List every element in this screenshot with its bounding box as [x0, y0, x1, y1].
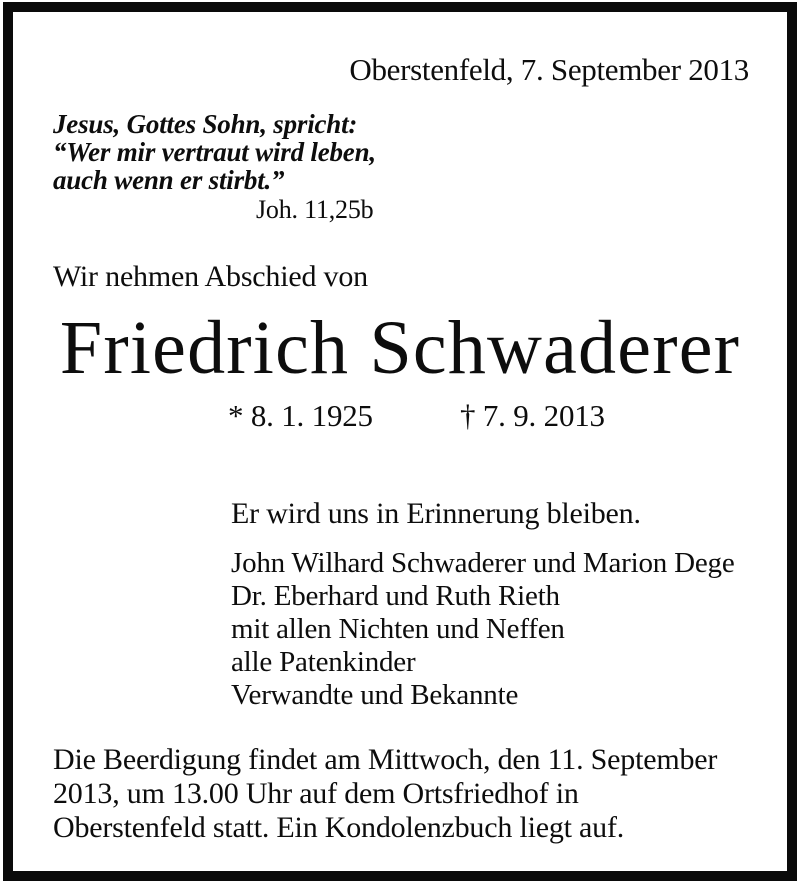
mourner-line: alle Patenkinder [231, 646, 416, 678]
scripture-line: auch wenn er stirbt.” [53, 165, 285, 195]
death-date: † 7. 9. 2013 [460, 398, 605, 433]
mourner-line: mit allen Nichten und Neffen [231, 613, 565, 645]
mourner-line: Dr. Eberhard und Ruth Rieth [231, 580, 560, 612]
mourner-line: John Wilhard Schwaderer und Marion Dege [231, 547, 735, 579]
farewell-intro: Wir nehmen Abschied von [53, 260, 368, 293]
funeral-line: 2013, um 13.00 Uhr auf dem Ortsfriedhof in [53, 777, 579, 810]
funeral-line: Oberstenfeld statt. Ein Kondolenzbuch liegt auf. [53, 811, 625, 844]
funeral-details [53, 743, 717, 845]
mourner-line: Verwandte und Bekannte [231, 679, 519, 711]
mourners-list [231, 547, 735, 712]
obituary-frame [3, 2, 797, 881]
obituary-sheet [26, 24, 774, 859]
scripture-line: “Wer mir vertraut wird leben, [53, 137, 376, 167]
memory-line: Er wird uns in Erinnerung bleiben. [231, 497, 641, 530]
deceased-name: Friedrich Schwaderer [59, 306, 741, 390]
birth-date: * 8. 1. 1925 [228, 398, 373, 433]
place-and-date: Oberstenfeld, 7. September 2013 [349, 52, 749, 87]
scripture-line: Jesus, Gottes Sohn, spricht: [53, 109, 358, 139]
scripture-quote [53, 110, 376, 194]
scripture-reference: Joh. 11,25b [256, 195, 374, 224]
funeral-line: Die Beerdigung findet am Mittwoch, den 11. September [53, 743, 718, 776]
